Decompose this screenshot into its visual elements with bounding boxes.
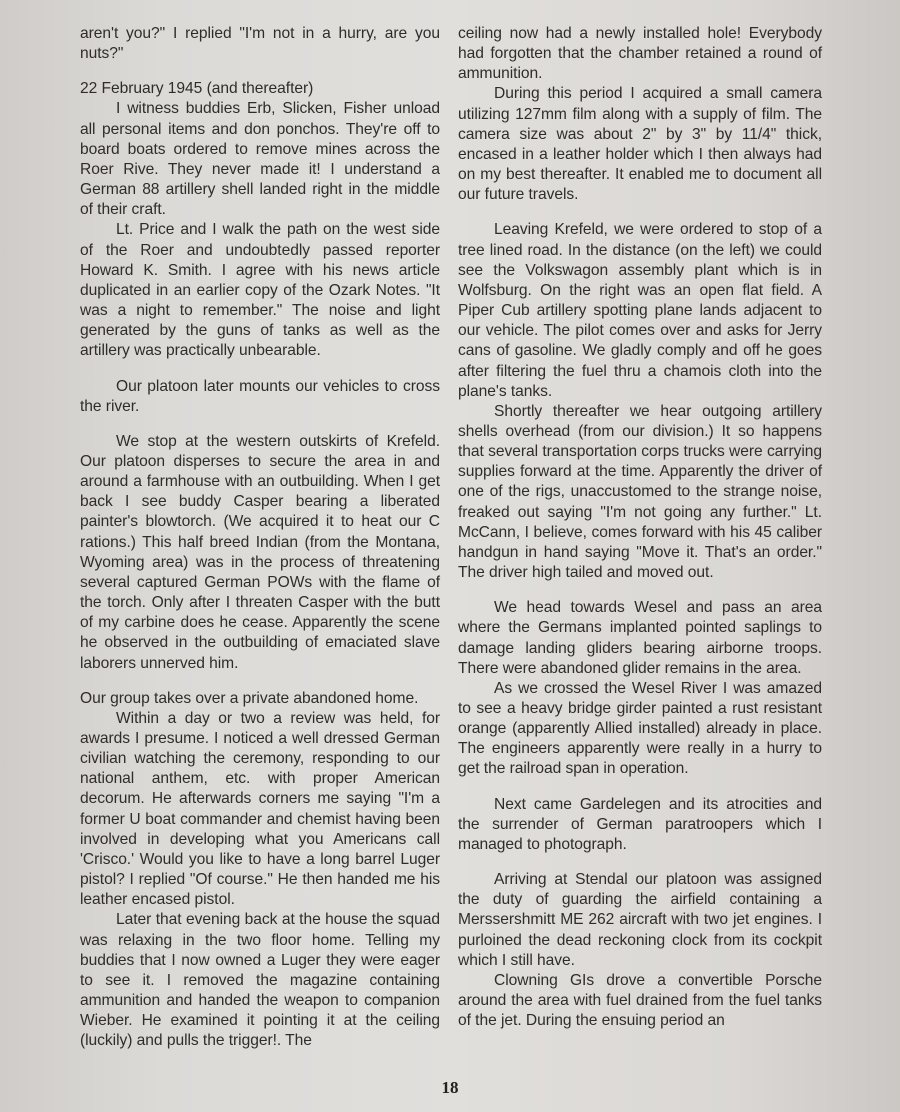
paragraph: Within a day or two a review was held, for awards I presume. I noticed a well dressed German civilian watching the ceremony, responding to our national anthem, etc. with proper American decorum. He afterwards corners me saying "I'm a former U boat commander and chemist having been involved in developing what you Americans call 'Crisco.' Would you like to have a long barrel Luger pistol? I replied "Of course." He then handed me his leather encased pistol. [80,709,440,909]
paragraph: I witness buddies Erb, Slicken, Fisher unload all personal items and don ponchos. They're off to board boats ordered to remove mines across the Roer Rive. They never made it! I understand a German 88 artillery shell landed right in the middle of their craft. [80,100,440,219]
page-number: 18 [441,1078,459,1097]
paragraph: We stop at the western outskirts of Krefeld. Our platoon disperses to secure the area in and around a farmhouse with an outbuilding. When I get back I see buddy Casper bearing a liberated painter's blowtorch. (We acquired it to heat our C rations.) This half breed Indian (from the Montana, Wyoming area) was in the process of threatening several captured German POWs with the flame of the torch. Only after I threaten Casper with the butt of my carbine does he cease. Apparently the scene he observed in the outbuilding of emaciated slave laborers unnerved him. [80,432,440,672]
paragraph: Our group takes over a private abandoned home. [80,689,419,707]
paragraph: Later that evening back at the house the squad was relaxing in the two floor home. Telling my buddies that I now owned a Luger they were eager to see it. I removed the magazine containing ammunition and handed the weapon to companion Wieber. He examined it pointing it at the ceiling (luckily) and pulls the trigger!. The [80,911,440,1050]
paragraph: Leaving Krefeld, we were ordered to stop of a tree lined road. In the distance (on the left) we could see the Volkswagon assembly plant which is in Wolfsburg. On the right was an open flat field. A Piper Cub artillery spotting plane lands adjacent to our vehicle. The pilot comes over and asks for Jerry cans of gasoline. We gladly comply and off he goes after filtering the fuel thru a chamois cloth into the plane's tanks. [458,221,822,400]
paragraph: Shortly thereafter we hear outgoing artillery shells overhead (from our division.) It so happens that several transportation corps trucks were carrying supplies forward at the time. Apparently the driver of one of the rigs, unaccustomed to the strange noise, freaked out saying "I'm not going any further." Lt. McCann, I believe, comes forward with his 45 caliber handgun in hand saying "Move it. That's an order." The driver high tailed and moved out. [458,402,822,582]
right-column [458,24,822,1031]
left-column [80,24,440,1052]
paragraph: ceiling now had a newly installed hole! Everybody had forgotten that the chamber retained a round of ammunition. [458,25,822,83]
paragraph: Lt. Price and I walk the path on the west side of the Roer and undoubtedly passed reporter Howard K. Smith. I agree with his news article duplicated in an earlier copy of the Ozark Notes. "It was a night to remember." The noise and light generated by the guns of tanks as well as the artillery was practically unbearable. [80,221,440,360]
paragraph: During this period I acquired a small camera utilizing 127mm film along with a supply of film. The camera size was about 2" by 3" by 11/4" thick, encased in a leather holder which I then always had on my best thereafter. It enabled me to document all our future travels. [458,85,822,204]
paragraph: aren't you?" I replied "I'm not in a hurry, are you nuts?" [80,25,440,63]
paragraph: We head towards Wesel and pass an area where the Germans implanted pointed saplings to damage landing gliders bearing airborne troops. There were abandoned glider remains in the area. [458,599,822,677]
paragraph: Arriving at Stendal our platoon was assigned the duty of guarding the airfield containing a Merssershmitt ME 262 aircraft with two jet engines. I purloined the dead reckoning clock from its cockpit which I still have. [458,871,822,969]
paragraph: Clowning GIs drove a convertible Porsche around the area with fuel drained from the fuel tanks of the jet. During the ensuing period an [458,971,822,1030]
paragraph: As we crossed the Wesel River I was amazed to see a heavy bridge girder painted a rust resistant orange (apparently Allied installed) already in place. The engineers apparently were really in a hurry to get the railroad span in operation. [458,679,822,778]
paragraph: Our platoon later mounts our vehicles to cross the river. [80,377,440,415]
date-heading: 22 February 1945 (and thereafter) [80,80,314,98]
paragraph: Next came Gardelegen and its atrocities and the surrender of German paratroopers which I managed to photograph. [458,795,822,853]
